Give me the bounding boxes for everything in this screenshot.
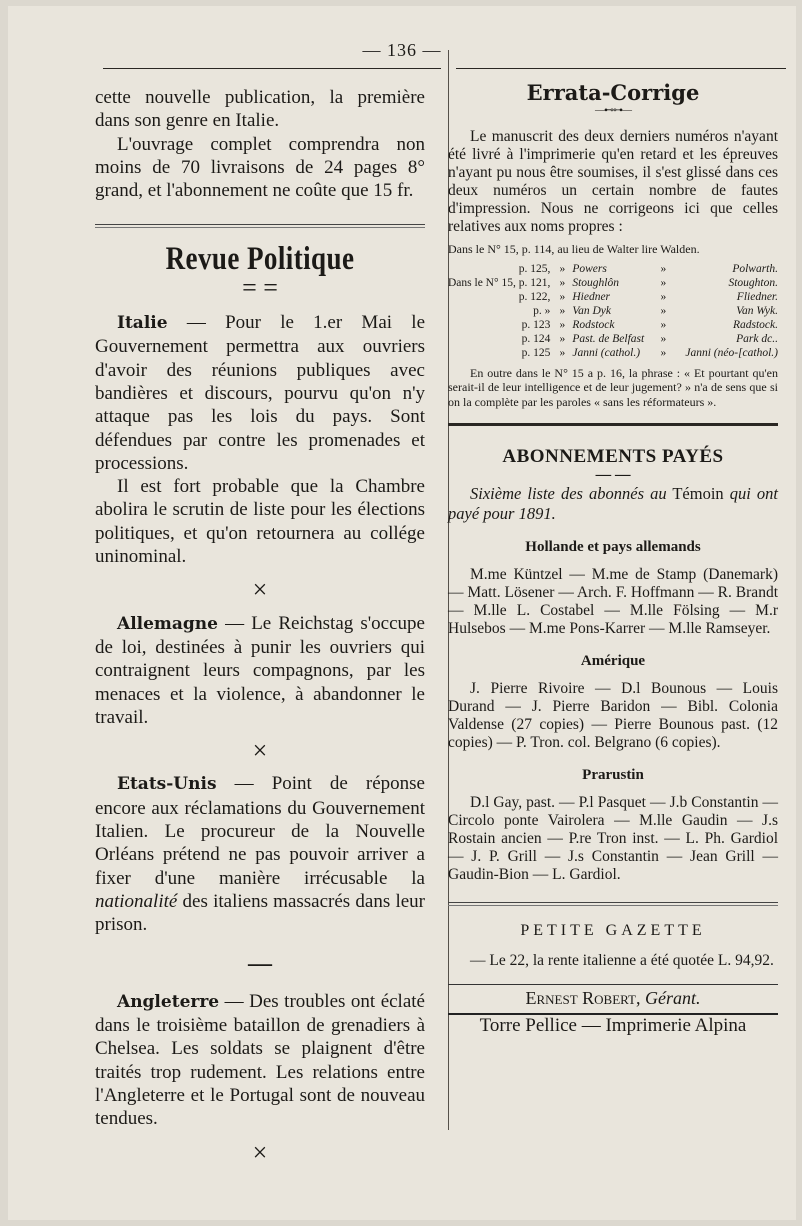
errata-row — [448, 332, 778, 346]
separator-dash: — — [248, 950, 272, 977]
section-divider — [448, 423, 778, 426]
errata-cell-sep2: » — [660, 277, 667, 290]
errata-cell-sep: » — [559, 277, 566, 290]
errata-cell-sep: » — [559, 333, 566, 346]
errata-cell-sep: » — [559, 347, 566, 360]
article-etats-unis-text: — Point de réponse encore aux réclamations du Gouvernement Italien. Le procureur de la Nouvelle Orléans prétend ne pas pouvoir arriver a fixer d'une manière irrécusable la — [95, 773, 425, 889]
article-angleterre — [95, 990, 425, 1131]
errata-ornament: —⊷⊶— — [595, 105, 631, 116]
errata-cell-sep2: » — [660, 263, 667, 276]
errata-note: En outre dans le N° 15 a p. 16, la phrase : « Et pourtant qu'en serait-il de leur intelligence et de leur jugement? » n'a de sens que si on la complète par les paroles « sans les réformateurs ». — [448, 366, 778, 409]
sixieme-plain: Témoin — [666, 483, 730, 503]
errata-cell-where: p. 123 — [521, 319, 551, 332]
errata-cell-where: p. 124 — [521, 333, 551, 346]
errata-cell-where: p. 122, — [518, 291, 551, 304]
article-etats-unis — [95, 772, 425, 936]
abonnements-ornament: — — — [595, 465, 631, 483]
article-italie-p2: Il est fort probable que la Chambre abolira le scrutin de liste pour les élections politiques, et qu'on retournera au collége uninominal. — [95, 476, 425, 568]
errata-cell-sep2: » — [660, 319, 667, 332]
left-column — [95, 86, 425, 1174]
errata-cell-wrong: Rodstock — [572, 319, 615, 332]
article-allemagne — [95, 612, 425, 729]
gazette-divider — [448, 902, 778, 906]
errata-cell-wrong: Powers — [572, 263, 607, 276]
country-label-italie: Italie — [117, 313, 168, 334]
separator-cross: × — [252, 575, 268, 605]
sixieme-liste — [448, 484, 778, 524]
errata-intro: Le manuscrit des deux derniers numéros n'ayant été livré à l'imprimerie qu'en retard et les épreuves n'ayant pu nous être soumises, il s'est glissé dans ces deux numéros un certain nombre de fautes d'impression. Nous ne corrigeons ici que celles relatives aux noms propres : — [448, 128, 778, 235]
errata-cell-right: Radstock. — [732, 319, 778, 332]
errata-cell-sep2: » — [660, 291, 667, 304]
abonnements-title: ABONNEMENTS PAYÉS — [502, 445, 724, 467]
errata-row — [448, 290, 778, 304]
errata-row — [448, 346, 778, 360]
errata-cell-right: Polwarth. — [732, 263, 778, 276]
section-divider — [95, 224, 425, 228]
gazette-text: — Le 22, la rente italienne a été quotée L. 94,92. — [470, 951, 774, 969]
separator-cross: × — [252, 736, 268, 766]
article-italie — [95, 311, 425, 475]
errata-cell-sep: » — [559, 291, 566, 304]
intro-paragraph-1: cette nouvelle publication, la première dans son genre en Italie. — [95, 87, 425, 132]
gazette-title: PETITE GAZETTE — [520, 921, 706, 939]
imprimerie-line: Torre Pellice — Imprimerie Alpina — [448, 1013, 778, 1035]
errata-header: Dans le N° 15, p. 114, au lieu de Walter lire Walden. — [448, 242, 700, 256]
errata-cell-where: Dans le N° 15, p. 121, — [448, 277, 551, 290]
country-label-allemagne: Allemagne — [117, 613, 218, 634]
article-etats-unis-italic: nationalité — [95, 890, 178, 912]
errata-row — [448, 262, 778, 276]
errata-cell-where: p. 125 — [521, 347, 551, 360]
gerant-role: Gérant. — [640, 987, 701, 1008]
errata-cell-right: Park dc.. — [736, 333, 778, 346]
errata-title: Errata-Corrige — [526, 80, 700, 105]
region-heading-prarustin: Prarustin — [582, 766, 644, 783]
region-heading-amerique: Amérique — [580, 652, 646, 669]
region-list-hollande: M.me Küntzel — M.me de Stamp (Danemark) — Matt. Lösener — Arch. F. Hoffmann — R. Brandt — M.lle L. Costabel — M.lle Fölsing — M.r Hulsebos — M.me Pons-Karrer — M.lle Ramseyer. — [448, 565, 778, 637]
errata-row — [448, 276, 778, 290]
sixieme-italic-2: qui ont payé pour 1891. — [448, 483, 778, 523]
errata-cell-right: Stoughton. — [728, 277, 778, 290]
country-label-etats-unis: Etats-Unis — [117, 774, 217, 795]
errata-cell-wrong: Stoughlôn — [572, 277, 619, 290]
intro-paragraph-2: L'ouvrage complet comprendra non moins de 70 livraisons de 24 pages 8° grand, et l'abonnement ne coûte que 15 fr. — [95, 133, 425, 202]
errata-cell-wrong: Past. de Belfast — [572, 333, 645, 346]
errata-cell-right: Van Wyk. — [736, 305, 778, 318]
errata-cell-sep2: » — [660, 333, 667, 346]
errata-cell-where: p. » — [533, 305, 551, 318]
right-column — [448, 80, 778, 1036]
errata-cell-sep: » — [559, 263, 566, 276]
header-rule-right — [456, 68, 786, 69]
region-list-prarustin: D.l Gay, past. — P.l Pasquet — J.b Constantin — Circolo ponte Vairolera — M.lle Gaudin — J.s Rostain ancien — P.re Tron inst. — L. Ph. Gardiol — J. P. Grill — J.s Constantin — Jean Grill — Gaudin-Bion — L. Gardiol. — [448, 793, 778, 883]
region-list-amerique: J. Pierre Rivoire — D.l Bounous — Louis Durand — J. Pierre Baridon — Bibl. Colonia Valdense (27 copies) — Pierre Bounous past. (12 copies) — P. Tron. col. Belgrano (6 copies). — [448, 679, 778, 751]
errata-cell-sep2: » — [660, 347, 667, 360]
country-label-angleterre: Angleterre — [117, 991, 220, 1012]
errata-cell-wrong: Van Dyk — [572, 305, 611, 318]
errata-cell-sep: » — [559, 305, 566, 318]
errata-row — [448, 304, 778, 318]
page-number: — 136 — — [362, 40, 442, 60]
gerant-name: Ernest Robert, — [525, 987, 641, 1008]
header-rule-left — [103, 68, 441, 69]
errata-cell-sep2: » — [660, 305, 667, 318]
errata-cell-where: p. 125, — [518, 263, 551, 276]
sixieme-italic: Sixième liste des abonnés au — [470, 483, 667, 503]
region-heading-hollande: Hollande et pays allemands — [525, 538, 701, 555]
errata-cell-wrong: Hiedner — [572, 291, 611, 304]
gerant-line — [448, 984, 778, 1007]
errata-table — [448, 262, 778, 360]
errata-cell-right: Janni (néo-[cathol.) — [685, 347, 778, 360]
article-angleterre-text: — Des troubles ont éclaté dans le troisième bataillon de grenadiers à Chelsea. Les soldats se plaignent d'être traités trop rudement. Les relations entre l'Angleterre et le Portugal sont de nouveau tendues. — [95, 990, 425, 1130]
errata-row — [448, 318, 778, 332]
errata-cell-right: Fliedner. — [736, 291, 778, 304]
title-ornament: = = — [242, 272, 278, 302]
errata-cell-sep: » — [559, 319, 566, 332]
section-title: Revue Politique — [165, 241, 355, 278]
article-italie-text: — Pour le 1.er Mai le Gouvernement permettra aux ouvriers d'avoir des réunions publiques avec bandières et discours, pourvu qu'on n'y attaque pas les lois du pays. Sont défendues par contre les promenades et processions. — [95, 312, 425, 474]
separator-cross: × — [252, 1137, 268, 1167]
article-etats-unis-end: des italiens massacrés dans leur prison. — [95, 890, 425, 936]
article-allemagne-text: — Le Reichstag s'occupe de loi, destinées à punir les ouvriers qui contraignent leurs compagnons, par les menaces et la violence, à abandonner le travail. — [95, 612, 425, 728]
errata-cell-wrong: Janni (cathol.) — [572, 347, 641, 360]
